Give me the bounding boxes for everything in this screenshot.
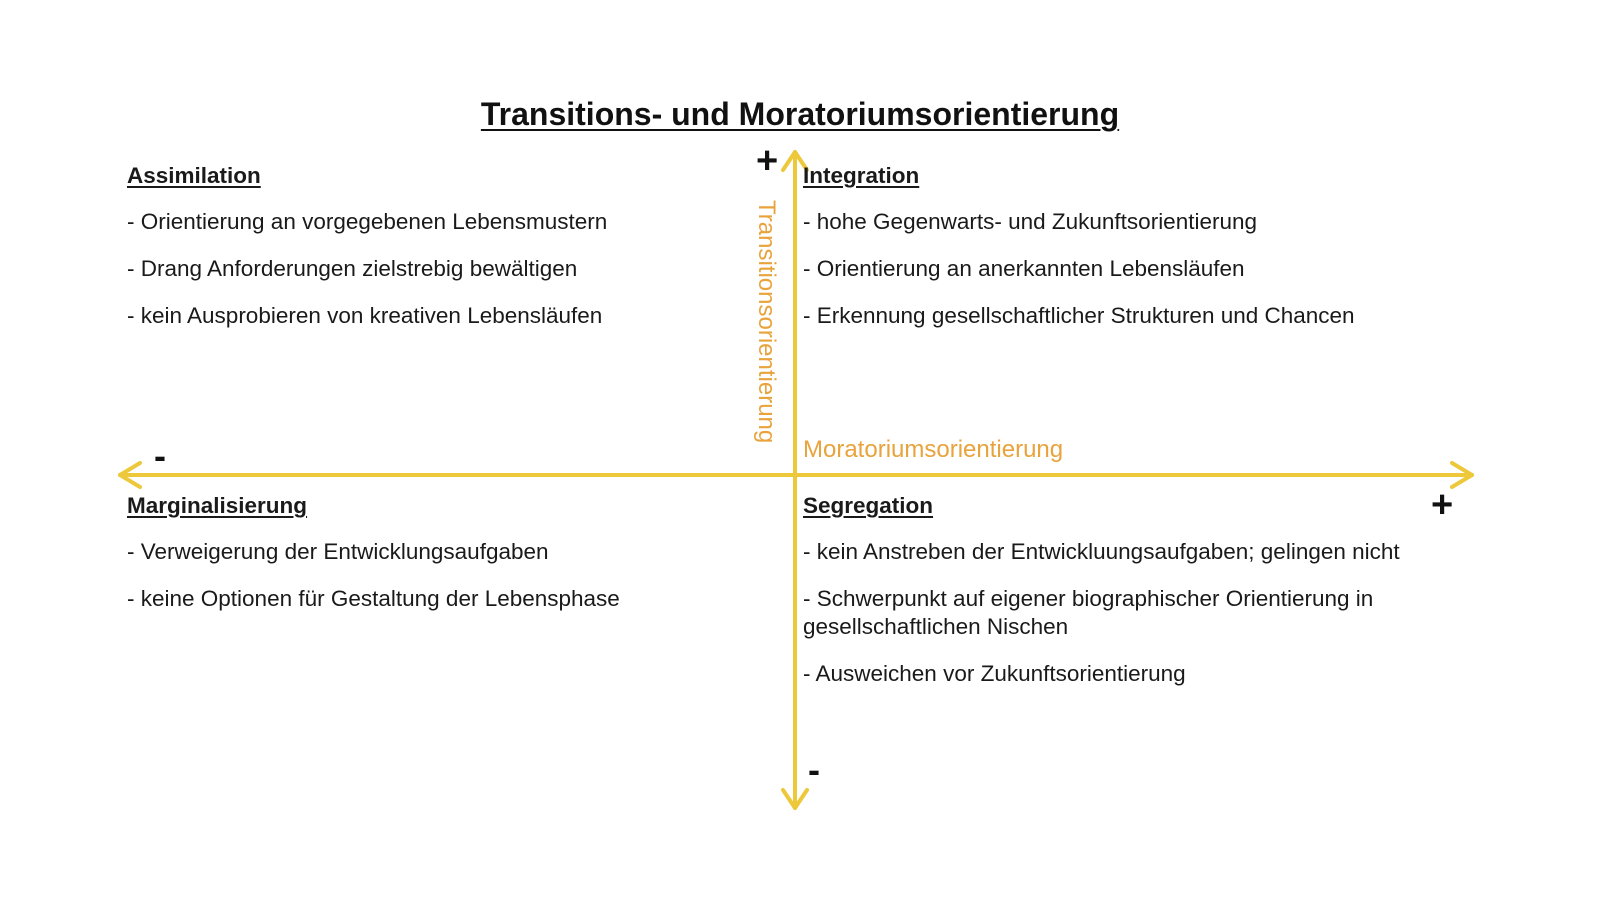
quadrant-marginalisierung xyxy=(127,492,747,632)
x-axis-label: Moratoriumsorientierung xyxy=(803,436,1064,463)
quadrant-heading: Integration xyxy=(803,163,920,188)
quadrant-item: - Drang Anforderungen zielstrebig bewältigen xyxy=(127,256,578,281)
diagram-title: Transitions- und Moratoriumsorientierung xyxy=(480,96,1120,132)
quadrant-item: - Ausweichen vor Zukunftsorientierung xyxy=(803,661,1186,686)
y-axis-plus-sign: + xyxy=(756,140,779,182)
quadrant-item: - kein Ausprobieren von kreativen Lebensläufen xyxy=(127,303,603,328)
quadrant-heading: Segregation xyxy=(803,493,934,518)
quadrant-item: - keine Optionen für Gestaltung der Lebensphase xyxy=(127,586,620,611)
quadrant-heading: Marginalisierung xyxy=(127,493,308,518)
quadrant-assimilation xyxy=(127,162,747,349)
quadrant-item: - Erkennung gesellschaftlicher Strukturen und Chancen xyxy=(803,303,1355,328)
y-axis-label: Transitionsorientierung xyxy=(753,200,780,444)
quadrant-item: - kein Anstreben der Entwickluungsaufgaben; gelingen nicht xyxy=(803,539,1400,564)
quadrant-heading: Assimilation xyxy=(127,163,261,188)
y-axis-minus-sign: - xyxy=(808,749,820,790)
quadrant-item: - Schwerpunkt auf eigener biographischer Orientierung in gesellschaftlichen Nischen xyxy=(803,586,1374,639)
x-axis-minus-sign: - xyxy=(154,435,166,476)
quadrant-item: - hohe Gegenwarts- und Zukunftsorientierung xyxy=(803,209,1258,234)
quadrant-integration xyxy=(803,162,1463,349)
quadrant-item: - Verweigerung der Entwicklungsaufgaben xyxy=(127,539,549,564)
quadrant-item: - Orientierung an anerkannten Lebensläufen xyxy=(803,256,1245,281)
quadrant-segregation xyxy=(803,492,1443,707)
x-axis-plus-sign: + xyxy=(1431,484,1454,526)
quadrant-item: - Orientierung an vorgegebenen Lebensmustern xyxy=(127,209,608,234)
